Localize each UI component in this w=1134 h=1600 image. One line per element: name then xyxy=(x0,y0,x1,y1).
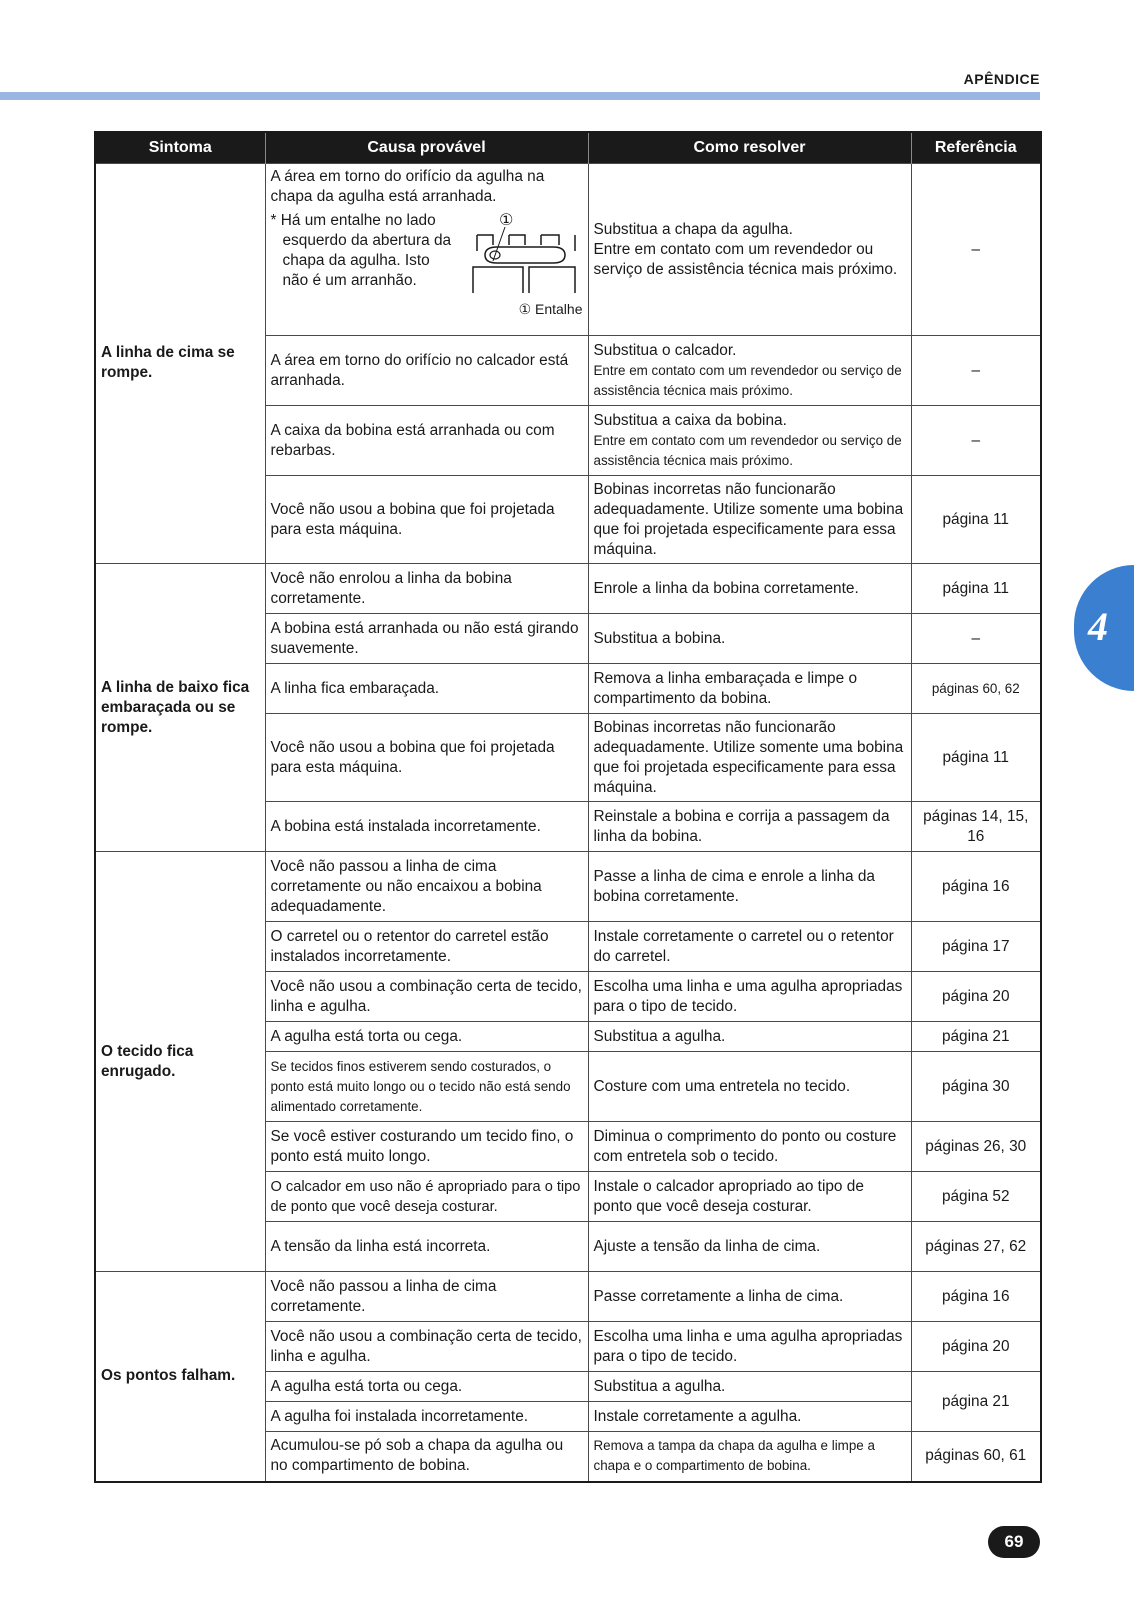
solution-cell: Bobinas incorretas não funcionarão adequadamente. Utilize somente uma bobina que foi projetada especificamente para essa máquina. xyxy=(588,714,911,802)
solution-cell: Reinstale a bobina e corrija a passagem da linha da bobina. xyxy=(588,802,911,852)
cause-cell: Se tecidos finos estiverem sendo costurados, o ponto está muito longo ou o tecido não está sendo alimentado corretamente. xyxy=(265,1052,588,1122)
header-cause: Causa provável xyxy=(265,132,588,164)
reference-cell: páginas 60, 61 xyxy=(911,1432,1041,1482)
reference-cell: página 11 xyxy=(911,476,1041,564)
reference-cell: – xyxy=(911,406,1041,476)
cause-cell: O calcador em uso não é apropriado para o tipo de ponto que você deseja costurar. xyxy=(265,1172,588,1222)
cause-cell: A agulha foi instalada incorretamente. xyxy=(265,1402,588,1432)
notch-note xyxy=(271,211,583,319)
solution-cell: Escolha uma linha e uma agulha apropriadas para o tipo de tecido. xyxy=(588,972,911,1022)
reference-cell: página 16 xyxy=(911,1272,1041,1322)
solution-cell: Diminua o comprimento do ponto ou costure com entretela sob o tecido. xyxy=(588,1122,911,1172)
solution-cell: Instale corretamente o carretel ou o retentor do carretel. xyxy=(588,922,911,972)
page-number-badge: 69 xyxy=(988,1526,1040,1558)
reference-cell: – xyxy=(911,614,1041,664)
header-solution: Como resolver xyxy=(588,132,911,164)
symptom-cell: Os pontos falham. xyxy=(95,1272,265,1482)
cause-cell: A agulha está torta ou cega. xyxy=(265,1372,588,1402)
solution-cell: Bobinas incorretas não funcionarão adequadamente. Utilize somente uma bobina que foi projetada especificamente para essa máquina. xyxy=(588,476,911,564)
troubleshooting-table xyxy=(94,131,1042,1483)
needle-plate-icon xyxy=(463,211,583,293)
solution-cell: Escolha uma linha e uma agulha apropriadas para o tipo de tecido. xyxy=(588,1322,911,1372)
reference-cell: página 11 xyxy=(911,714,1041,802)
solution-cell xyxy=(588,406,911,476)
reference-cell: página 30 xyxy=(911,1052,1041,1122)
table-row xyxy=(95,1272,1041,1322)
reference-cell: página 17 xyxy=(911,922,1041,972)
cause-cell: A caixa da bobina está arranhada ou com rebarbas. xyxy=(265,406,588,476)
solution-cell: Substitua a bobina. xyxy=(588,614,911,664)
reference-cell: páginas 60, 62 xyxy=(911,664,1041,714)
solution-cell: Enrole a linha da bobina corretamente. xyxy=(588,564,911,614)
cause-text: A área em torno do orifício da agulha na chapa da agulha está arranhada. xyxy=(270,168,545,205)
reference-cell: – xyxy=(911,164,1041,336)
section-title: APÊNDICE xyxy=(963,71,1040,87)
cause-cell: A tensão da linha está incorreta. xyxy=(265,1222,588,1272)
reference-cell: página 52 xyxy=(911,1172,1041,1222)
header-symptom: Sintoma xyxy=(95,132,265,164)
solution-note: Entre em contato com um revendedor ou serviço de assistência técnica mais próximo. xyxy=(593,362,902,398)
chapter-number: 4 xyxy=(1088,604,1108,649)
solution-cell xyxy=(588,336,911,406)
reference-cell: página 20 xyxy=(911,972,1041,1022)
cause-cell: Você não passou a linha de cima corretamente ou não encaixou a bobina adequadamente. xyxy=(265,852,588,922)
cause-cell: O carretel ou o retentor do carretel estão instalados incorretamente. xyxy=(265,922,588,972)
cause-cell: A agulha está torta ou cega. xyxy=(265,1022,588,1052)
symptom-cell: O tecido fica enrugado. xyxy=(95,852,265,1272)
table-row xyxy=(95,164,1041,336)
cause-cell: A área em torno do orifício no calcador está arranhada. xyxy=(265,336,588,406)
cause-cell: Acumulou-se pó sob a chapa da agulha ou no compartimento de bobina. xyxy=(265,1432,588,1482)
cause-cell: Você não usou a combinação certa de tecido, linha e agulha. xyxy=(265,972,588,1022)
symptom-cell: A linha de cima se rompe. xyxy=(95,164,265,564)
header-bar xyxy=(0,92,1040,100)
table-header-row xyxy=(95,132,1041,164)
table-row xyxy=(95,852,1041,922)
solution-cell: Instale o calcador apropriado ao tipo de ponto que você deseja costurar. xyxy=(588,1172,911,1222)
chapter-tab[interactable] xyxy=(1074,565,1134,691)
reference-cell: página 21 xyxy=(911,1372,1041,1432)
cause-cell: A bobina está arranhada ou não está girando suavemente. xyxy=(265,614,588,664)
reference-cell: página 20 xyxy=(911,1322,1041,1372)
solution-cell: Substitua a agulha. xyxy=(588,1022,911,1052)
cause-cell: Você não passou a linha de cima corretamente. xyxy=(265,1272,588,1322)
solution-note: Entre em contato com um revendedor ou serviço de assistência técnica mais próximo. xyxy=(593,432,902,468)
notch-marker: ① xyxy=(498,211,513,229)
table-row xyxy=(95,564,1041,614)
solution-cell: Ajuste a tensão da linha de cima. xyxy=(588,1222,911,1272)
reference-cell: página 21 xyxy=(911,1022,1041,1052)
solution-text: Substitua a caixa da bobina. xyxy=(593,411,787,429)
solution-cell xyxy=(588,164,911,336)
solution-cell: Substitua a agulha. xyxy=(588,1372,911,1402)
reference-cell: página 16 xyxy=(911,852,1041,922)
cause-cell: Você não enrolou a linha da bobina corretamente. xyxy=(265,564,588,614)
solution-text: Substitua o calcador. xyxy=(593,341,737,359)
solution-text: Substitua a chapa da agulha. xyxy=(593,220,793,238)
cause-cell: Você não usou a bobina que foi projetada para esta máquina. xyxy=(265,476,588,564)
symptom-cell: A linha de baixo fica embaraçada ou se rompe. xyxy=(95,564,265,852)
reference-cell: página 11 xyxy=(911,564,1041,614)
cause-cell xyxy=(265,164,588,336)
solution-note: Entre em contato com um revendedor ou serviço de assistência técnica mais próximo. xyxy=(593,240,898,278)
reference-cell: páginas 14, 15, 16 xyxy=(911,802,1041,852)
solution-cell: Passe a linha de cima e enrole a linha da bobina corretamente. xyxy=(588,852,911,922)
header-reference: Referência xyxy=(911,132,1041,164)
cause-cell: Você não usou a bobina que foi projetada para esta máquina. xyxy=(265,714,588,802)
needle-plate-notch-figure xyxy=(463,211,583,319)
reference-cell: páginas 26, 30 xyxy=(911,1122,1041,1172)
solution-cell: Remova a tampa da chapa da agulha e limpe a chapa e o compartimento de bobina. xyxy=(588,1432,911,1482)
solution-cell: Costure com uma entretela no tecido. xyxy=(588,1052,911,1122)
solution-cell: Instale corretamente a agulha. xyxy=(588,1402,911,1432)
cause-cell: A linha fica embaraçada. xyxy=(265,664,588,714)
solution-cell: Passe corretamente a linha de cima. xyxy=(588,1272,911,1322)
solution-cell: Remova a linha embaraçada e limpe o compartimento da bobina. xyxy=(588,664,911,714)
reference-cell: páginas 27, 62 xyxy=(911,1222,1041,1272)
cause-cell: Você não usou a combinação certa de tecido, linha e agulha. xyxy=(265,1322,588,1372)
reference-cell: – xyxy=(911,336,1041,406)
cause-cell: Se você estiver costurando um tecido fino, o ponto está muito longo. xyxy=(265,1122,588,1172)
notch-note-text: * Há um entalhe no lado esquerdo da abertura da chapa da agulha. Isto não é um arranhão. xyxy=(270,212,452,289)
notch-caption: ① Entalhe xyxy=(518,301,583,317)
cause-cell: A bobina está instalada incorretamente. xyxy=(265,802,588,852)
